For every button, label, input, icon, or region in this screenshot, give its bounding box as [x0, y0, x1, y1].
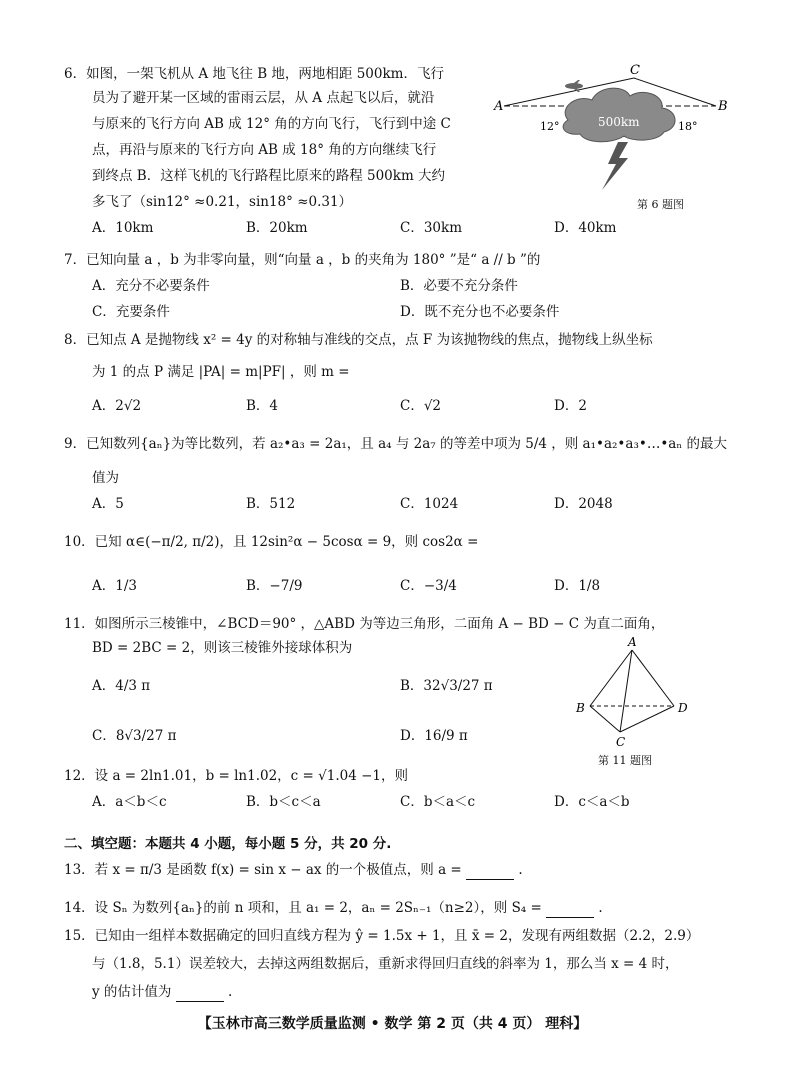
q7-option-a: A．充分不必要条件: [92, 278, 210, 294]
q15-line-2: 与（1.8，5.1）误差较大，去掉这两组数据后，重新求得回归直线的斜率为 1，那么当 x = 4 时，: [92, 956, 679, 972]
q11-option-c: C．8√3/27 π: [92, 728, 177, 744]
angle-12: 12°: [540, 120, 560, 133]
tetra-label-d: D: [678, 701, 688, 715]
q6-line-3: 与原来的飞行方向 AB 成 12° 角的方向飞行，飞行到中途 C: [92, 116, 451, 132]
q14-text: 14．设 Sₙ 为数列{aₙ}的前 n 项和，且 a₁ = 2，aₙ = 2Sₙ₋₁（n≥2），则 S₄ =: [64, 900, 542, 916]
q7-option-c: C．充要条件: [92, 304, 170, 320]
q8-option-d: D．2: [554, 398, 587, 414]
q12-option-d: D．c＜a＜b: [554, 794, 630, 810]
q13-line: [64, 860, 523, 880]
q12-option-b: B．b＜c＜a: [246, 794, 321, 810]
q6-line-5: 到终点 B．这样飞机的飞行路程比原来的路程 500km 大约: [92, 168, 446, 184]
q15-answer-blank[interactable]: [176, 987, 224, 1002]
q8-option-a: A．2√2: [92, 398, 142, 414]
q11-figure: [570, 632, 700, 750]
q6-line-2: 员为了避开某一区域的雷雨云层，从 A 点起飞以后，就沿: [92, 90, 435, 106]
q6-line-4: 点，再沿与原来的飞行方向 AB 成 18° 角的方向继续飞行: [92, 142, 437, 158]
q6-figure: [492, 64, 732, 194]
q6-line-6: 多飞了（sin12° ≈0.21，sin18° ≈0.31）: [92, 194, 353, 210]
q7-option-d: D．既不充分也不必要条件: [400, 304, 560, 320]
q9-option-a: A．5: [92, 496, 124, 512]
q14-answer-blank[interactable]: [546, 903, 594, 918]
q11-option-d: D．16/9 π: [400, 728, 468, 744]
q9-option-b: B．512: [246, 496, 296, 512]
lightning-icon: [602, 142, 628, 190]
q8-option-b: B．4: [246, 398, 279, 414]
q13-answer-blank[interactable]: [466, 865, 514, 880]
q6-option-c: C．30km: [400, 220, 462, 236]
page-footer: 【玉林市高三数学质量监测 • 数学 第 2 页（共 4 页） 理科】: [197, 1016, 588, 1032]
q9-line-2: 值为: [92, 470, 119, 486]
q9-option-c: C．1024: [400, 496, 459, 512]
q15-period: .: [228, 984, 233, 1000]
cloud-label: 500km: [598, 115, 640, 129]
q10-option-c: C．−3/4: [400, 578, 457, 594]
q8-line-1: 8．已知点 A 是抛物线 x² = 4y 的对称轴与准线的交点，点 F 为该抛物线的焦点，抛物线上纵坐标: [64, 332, 653, 348]
q10-option-b: B．−7/9: [246, 578, 303, 594]
q8-option-c: C．√2: [400, 398, 442, 414]
q9-line-1: 9．已知数列{aₙ}为等比数列，若 a₂•a₃ = 2a₁，且 a₄ 与 2a₇ 的等差中项为 5/4 ，则 a₁•a₂•a₃•…•aₙ 的最大: [64, 436, 727, 452]
section-fill-in-heading: 二、填空题：本题共 4 小题，每小题 5 分，共 20 分.: [64, 836, 392, 852]
q11-option-a: A．4/3 π: [92, 678, 151, 694]
angle-18: 18°: [678, 120, 698, 133]
q15-line-1: 15．已知由一组样本数据确定的回归直线方程为 ŷ = 1.5x + 1，且 x̄ = 2，发现有两组数据（2.2，2.9）: [64, 928, 700, 944]
airplane-icon: [565, 80, 583, 92]
tetra-label-a: A: [628, 635, 637, 649]
q14-period: .: [598, 900, 603, 916]
q13-period: .: [518, 862, 523, 878]
label-a: A: [494, 99, 504, 114]
q11-line-2: BD = 2BC = 2，则该三棱锥外接球体积为: [92, 640, 353, 656]
q11-line-1: 11．如图所示三棱锥中，∠BCD＝90° ，△ABD 为等边三角形，二面角 A − BD − C 为直二面角，: [64, 616, 665, 632]
q15-text-end: y 的估计值为: [92, 984, 172, 1000]
q12-option-a: A．a＜b＜c: [92, 794, 167, 810]
q10-line: 10．已知 α∈(−π/2, π/2)，且 12sin²α − 5cosα = 9，则 cos2α =: [64, 534, 479, 550]
q14-line: [64, 898, 603, 918]
q12-line: 12．设 a = 2ln1.01，b = ln1.02，c = √1.04 −1，则: [64, 768, 408, 784]
q8-line-2: 为 1 的点 P 满足 |PA| = m|PF| ，则 m =: [92, 364, 350, 380]
q6-option-b: B．20km: [246, 220, 308, 236]
q6-option-a: A．10km: [92, 220, 154, 236]
q13-text: 13．若 x = π/3 是函数 f(x) = sin x − ax 的一个极值点，则 a =: [64, 862, 462, 878]
q10-option-a: A．1/3: [92, 578, 137, 594]
q11-figure-caption: 第 11 题图: [598, 754, 652, 767]
tetra-label-c: C: [616, 735, 626, 749]
q7-line: 7．已知向量 a ，b 为非零向量，则“向量 a ，b 的夹角为 180° ”是“ a // b ”的: [64, 252, 541, 268]
q15-line-3: [92, 982, 232, 1002]
label-b: B: [718, 99, 728, 114]
q11-option-b: B．32√3/27 π: [400, 678, 493, 694]
q6-option-d: D．40km: [554, 220, 617, 236]
q6-line-1: 6．如图，一架飞机从 A 地飞往 B 地，两地相距 500km．飞行: [64, 66, 444, 82]
q10-option-d: D．1/8: [554, 578, 601, 594]
q9-option-d: D．2048: [554, 496, 613, 512]
q12-option-c: C．b＜a＜c: [400, 794, 476, 810]
q7-option-b: B．必要不充分条件: [400, 278, 518, 294]
label-c: C: [630, 64, 640, 78]
q6-figure-caption: 第 6 题图: [637, 198, 684, 211]
tetra-label-b: B: [576, 701, 585, 715]
